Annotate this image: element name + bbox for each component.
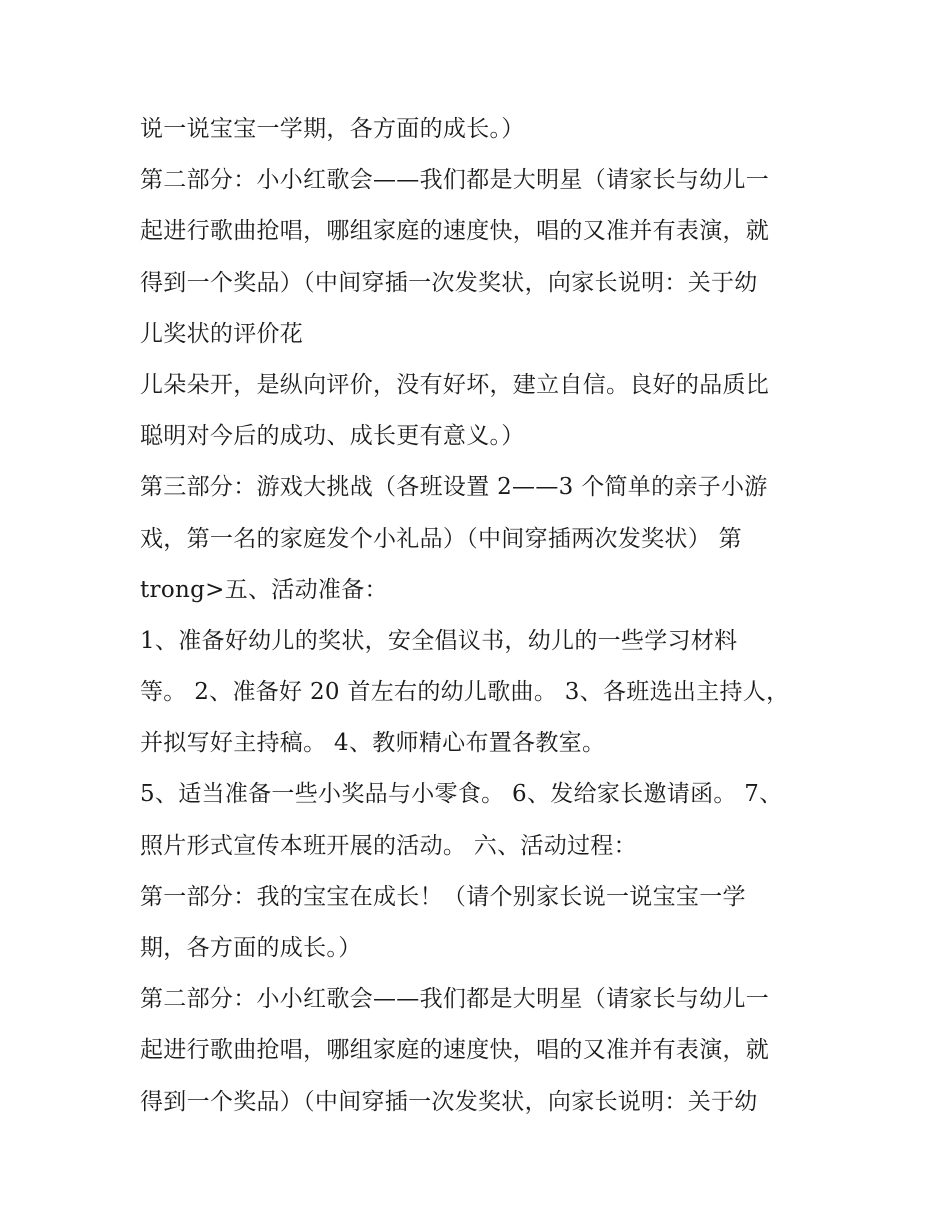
text-line: trong>五、活动准备： xyxy=(140,576,388,603)
text-line: 照片形式宣传本班开展的活动。 六、活动过程： xyxy=(140,832,637,859)
text-line: 聪明对今后的成功、成长更有意义。） xyxy=(140,423,525,450)
text-line: 得到一个奖品）（中间穿插一次发奖状，向家长说明：关于幼 xyxy=(140,269,758,296)
text-line: 第二部分：小小红歌会——我们都是大明星（请家长与幼儿一 xyxy=(140,167,770,194)
document-body xyxy=(140,104,820,1128)
text-line: 得到一个奖品）（中间穿插一次发奖状，向家长说明：关于幼 xyxy=(140,1088,758,1115)
text-line: 儿奖状的评价花 xyxy=(140,320,304,347)
text-line: 戏，第一名的家庭发个小礼品）（中间穿插两次发奖状） 第 xyxy=(140,525,742,552)
text-line: 等。 2、准备好 20 首左右的幼儿歌曲。 3、各班选出主持人， xyxy=(140,679,790,706)
text-line: 并拟写好主持稿。 4、教师精心布置各教室。 xyxy=(140,730,606,757)
text-line: 起进行歌曲抢唱，哪组家庭的速度快，唱的又准并有表演，就 xyxy=(140,218,770,245)
text-line: 第一部分：我的宝宝在成长！（请个别家长说一说宝宝一学 xyxy=(140,883,746,910)
text-line: 5、适当准备一些小奖品与小零食。 6、发给家长邀请函。 7、 xyxy=(140,781,783,808)
text-line: 期，各方面的成长。） xyxy=(140,935,362,961)
text-line: 第三部分：游戏大挑战（各班设置 2——3 个简单的亲子小游 xyxy=(140,474,768,501)
text-line: 儿朵朵开，是纵向评价，没有好坏，建立自信。良好的品质比 xyxy=(140,371,770,398)
text-line: 第二部分：小小红歌会——我们都是大明星（请家长与幼儿一 xyxy=(140,986,770,1013)
text-line: 1、准备好幼儿的奖状，安全倡议书，幼儿的一些学习材料 xyxy=(140,627,738,654)
text-line: 说一说宝宝一学期，各方面的成长。） xyxy=(140,116,525,142)
text-line: 起进行歌曲抢唱，哪组家庭的速度快，唱的又准并有表演，就 xyxy=(140,1037,770,1064)
